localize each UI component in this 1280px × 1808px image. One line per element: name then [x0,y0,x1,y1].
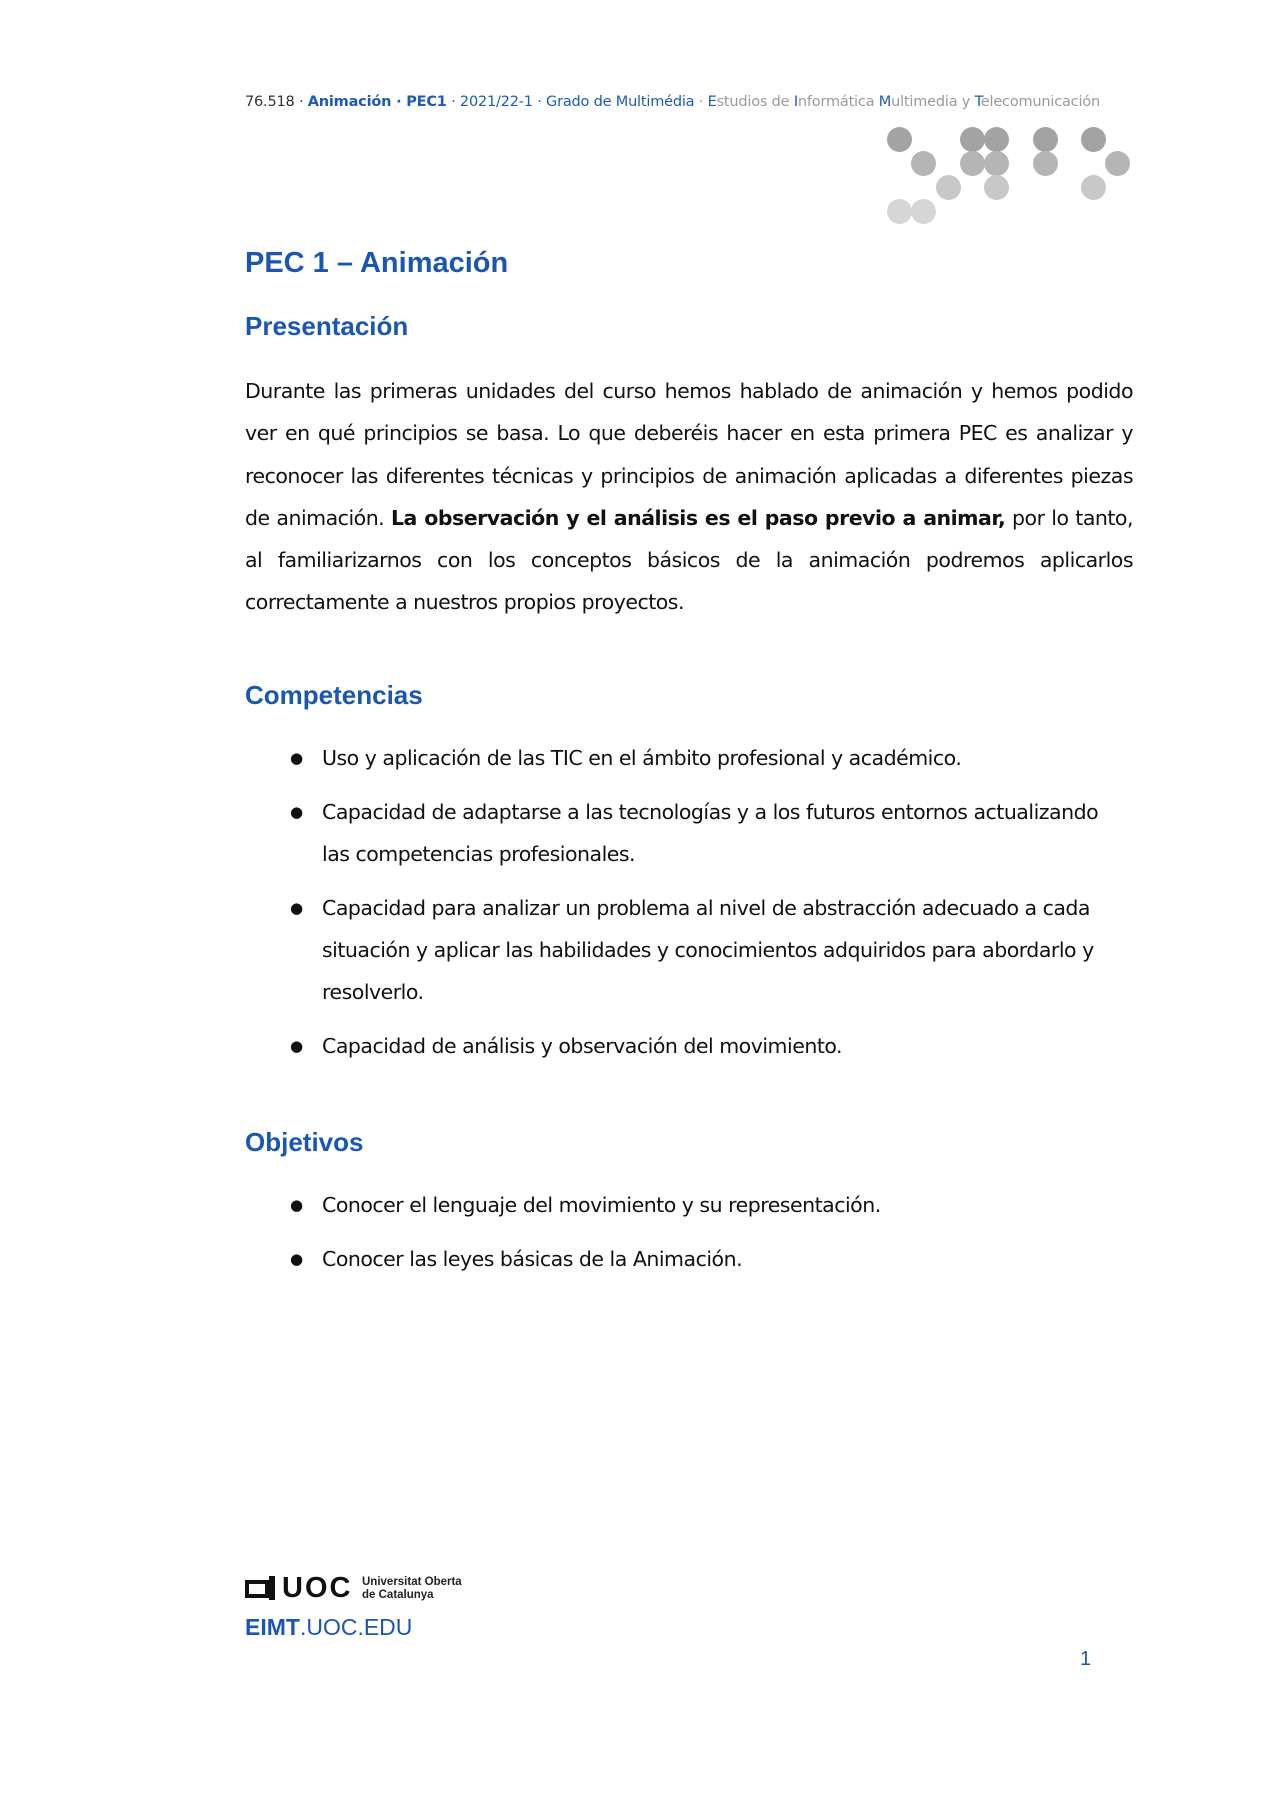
studies-word-e: studios de [716,94,794,110]
paragraph-emphasis: La observación y el análisis es el paso previo a animar, [390,505,1006,530]
pattern-dot [984,151,1009,176]
university-name-line: Universitat Oberta [362,1576,462,1588]
bullet-icon: ● [290,899,303,917]
pattern-dot [1081,175,1106,200]
pattern-dot [1033,127,1058,152]
decorative-dot-pattern [0,0,1280,240]
pattern-dot [984,175,1009,200]
course-code: 76.518 · [245,94,308,110]
bullet-icon: ● [290,1196,303,1214]
pattern-dot [1105,151,1130,176]
paragraph-text: Durante las primeras unidades del curso hemos hablado de animación y hemos podido ver en qué principios se basa. Lo que deberéis hacer en esta primera PEC es analizar y reconocer las diferentes técnicas y principios de animación aplicadas a diferentes piezas de animación. [245,379,1133,530]
studies-initial-i: I [793,94,798,110]
pattern-dot [960,127,985,152]
pattern-dot [984,127,1009,152]
eimt-domain: .UOC.EDU [299,1614,413,1640]
page-number: 1 [1080,1648,1092,1670]
list-item [245,1025,1125,1067]
pattern-dot [911,151,936,176]
pattern-dot [1033,151,1058,176]
uoc-logo [245,1570,505,1650]
studies-word-m: ultimedia y [891,94,975,110]
uoc-wordmark: UOC [282,1572,353,1604]
list-item [245,1184,1125,1226]
section-heading-objetivos: Objetivos [245,1127,364,1157]
page-title: PEC 1 – Animación [245,247,509,279]
list-item-text: Capacidad de análisis y observación del movimiento. [322,1034,843,1058]
course-name: Animación · PEC1 [307,94,447,110]
studies-initial-m: M [878,94,892,110]
document-header [245,94,1125,110]
list-item-text: Conocer el lenguaje del movimiento y su representación. [322,1193,881,1217]
eimt-url [245,1614,412,1641]
bullet-icon: ● [290,1250,303,1268]
pattern-dot [936,175,961,200]
pattern-dot [887,199,912,224]
studies-initial-e: E [707,94,717,110]
university-name [362,1576,492,1602]
paragraph-text: por lo tanto, al familiarizarnos con los conceptos básicos de la animación podremos aplicarlos correctamente a nuestros propios proyectos. [245,505,1133,615]
header-separator: · [694,94,708,110]
list-item [245,887,1125,1013]
bullet-icon: ● [290,749,303,767]
studies-word-i: nformática [797,94,879,110]
list-item-text: Conocer las leyes básicas de la Animación. [322,1247,743,1271]
pattern-dot [960,151,985,176]
list-item-text: Capacidad de adaptarse a las tecnologías y a los futuros entornos actualizando las competencias profesionales. [322,800,1099,866]
pattern-dot [887,127,912,152]
studies-word-t: elecomunicación [980,94,1100,110]
list-item [245,791,1125,875]
pattern-dot [1081,127,1106,152]
bullet-icon: ● [290,803,303,821]
list-item [245,737,1125,779]
section-heading-presentacion: Presentación [245,311,409,341]
header-details: · 2021/22-1 · Grado de Multimédia [446,94,695,110]
list-item-text: Uso y aplicación de las TIC en el ámbito profesional y académico. [322,746,962,770]
presentacion-paragraph [245,370,1133,624]
eimt-bold: EIMT [245,1614,300,1640]
section-heading-competencias: Competencias [245,680,423,710]
competencias-list [245,737,1125,1079]
list-item-text: Capacidad para analizar un problema al nivel de abstracción adecuado a cada situación y aplicar las habilidades y conocimientos adquiridos para abordarlo y resolverlo. [322,896,1094,1004]
objetivos-list [245,1184,1125,1292]
studies-initial-t: T [974,94,981,110]
university-name-line: de Catalunya [362,1589,434,1601]
list-item [245,1238,1125,1280]
pattern-dot [911,199,936,224]
uoc-logo-icon [245,1576,275,1600]
bullet-icon: ● [290,1037,303,1055]
